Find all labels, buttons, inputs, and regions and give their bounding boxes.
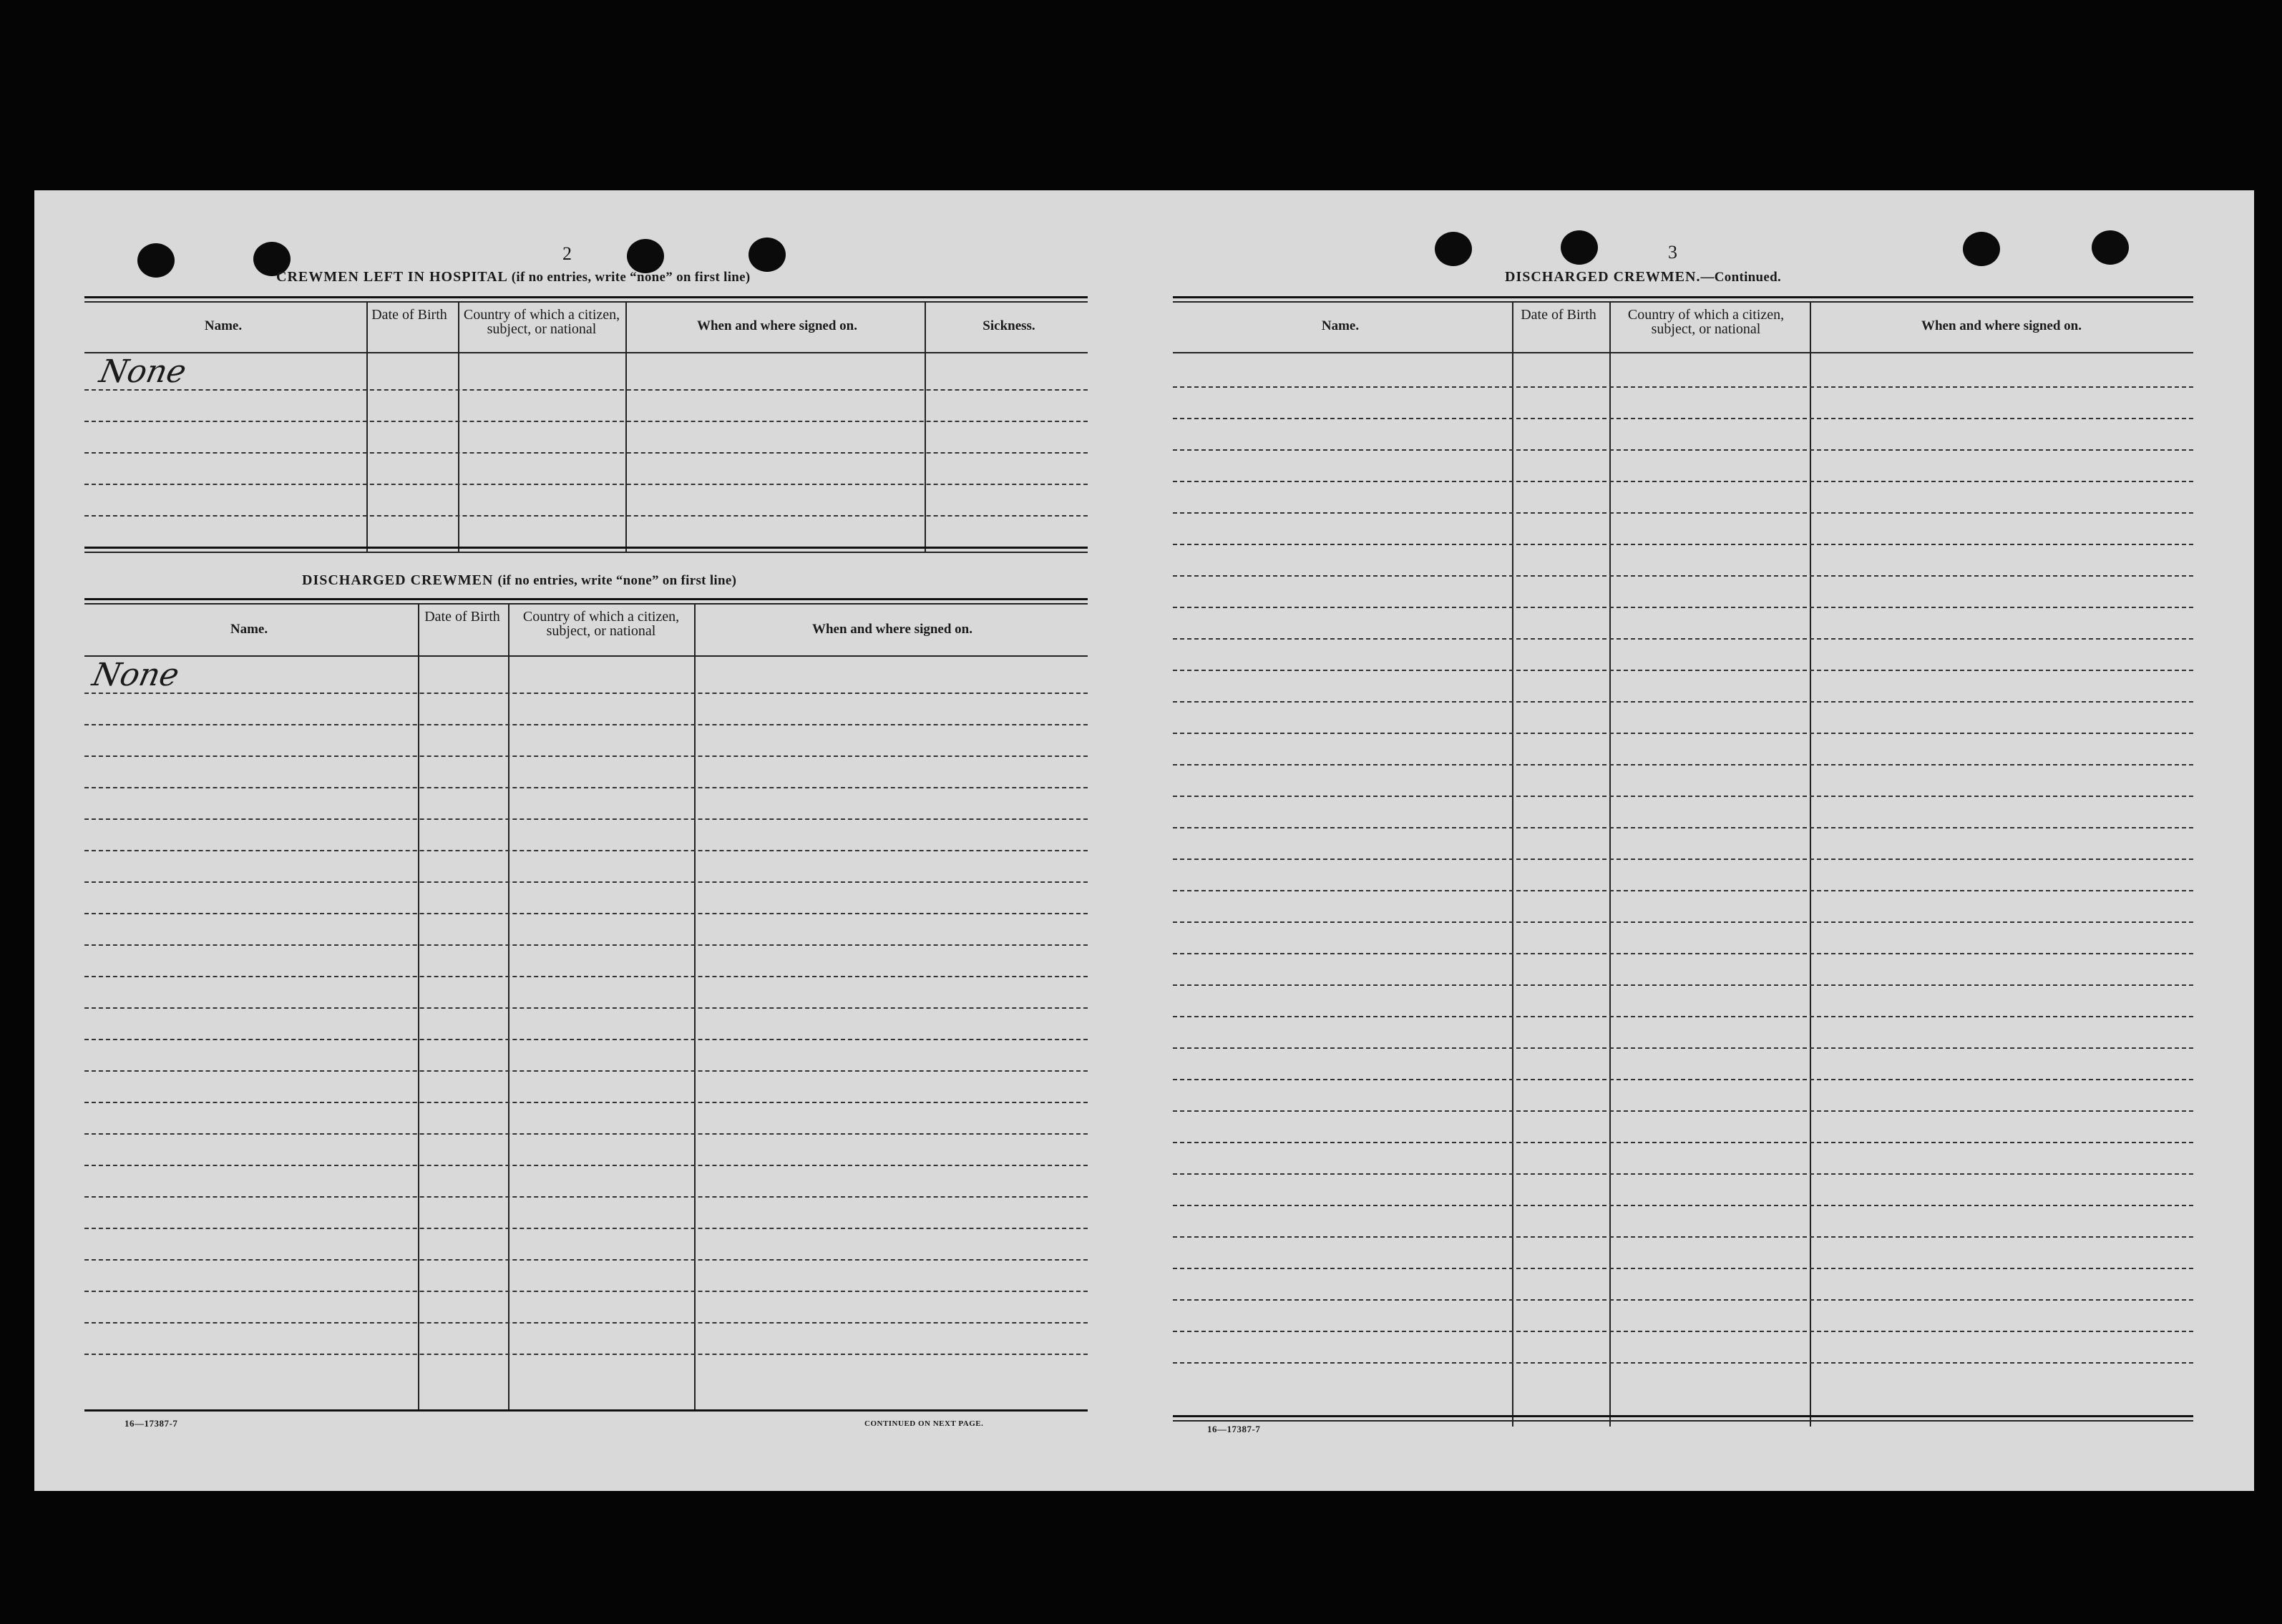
- entry-line: [84, 515, 1088, 517]
- entry-line: [84, 724, 1088, 725]
- entry-line: [84, 787, 1088, 788]
- col-header-signed-on: When and where signed on.: [811, 622, 972, 637]
- entry-line: [1173, 481, 2193, 482]
- entry-line: [84, 913, 1088, 914]
- discharged-title-note: (if no entries, write “none” on first line): [497, 573, 737, 588]
- entry-line: [1173, 1362, 2193, 1364]
- right-form-page: [1111, 190, 2254, 1491]
- table-rule: [84, 1409, 1088, 1412]
- table-rule: [1173, 1420, 2193, 1422]
- entry-line: [84, 693, 1088, 694]
- entry-line: [1173, 544, 2193, 545]
- entry-line: [84, 1259, 1088, 1261]
- table-rule: [84, 552, 1088, 553]
- entry-line: [1173, 1110, 2193, 1112]
- col-header-dob: Date of Birth: [1521, 307, 1596, 323]
- entry-line: [1173, 984, 2193, 986]
- punch-hole: [137, 243, 175, 278]
- col-header-signed-on: When and where signed on.: [1921, 318, 2082, 333]
- entry-line: [84, 755, 1088, 757]
- table-rule: [84, 296, 1088, 298]
- entry-line: [84, 1228, 1088, 1229]
- entry-line: [1173, 1205, 2193, 1206]
- entry-line: [84, 850, 1088, 851]
- column-divider: [1512, 302, 1513, 1427]
- punch-hole: [2092, 230, 2129, 265]
- entry-line: [1173, 1142, 2193, 1143]
- continued-note: CONTINUED ON NEXT PAGE.: [864, 1419, 984, 1428]
- handwritten-none: None: [96, 353, 190, 390]
- entry-line: [1173, 1047, 2193, 1049]
- entry-line: [1173, 1299, 2193, 1301]
- table-rule: [84, 598, 1088, 600]
- handwritten-none: None: [89, 657, 182, 693]
- entry-line: [1173, 1016, 2193, 1017]
- col-header-dob: Date of Birth: [424, 609, 500, 625]
- entry-line: [1173, 1268, 2193, 1269]
- left-form-page: [34, 190, 1111, 1491]
- entry-line: [1173, 670, 2193, 671]
- col-header-name: Name.: [230, 622, 268, 637]
- col-header-sickness: Sickness.: [982, 318, 1035, 333]
- entry-line: [84, 1196, 1088, 1198]
- entry-line: [84, 1165, 1088, 1166]
- entry-line: [84, 1007, 1088, 1009]
- entry-line: [1173, 1079, 2193, 1080]
- page-number: 2: [562, 243, 572, 264]
- discharged-title-text: DISCHARGED CREWMEN: [302, 572, 494, 588]
- table-rule: [84, 547, 1088, 549]
- entry-line: [1173, 796, 2193, 797]
- entry-line: [84, 1291, 1088, 1292]
- page-number: 3: [1668, 242, 1677, 263]
- col-header-name: Name.: [204, 318, 243, 333]
- entry-line: [1173, 1236, 2193, 1238]
- table-rule: [1173, 1415, 2193, 1417]
- entry-line: [1173, 701, 2193, 703]
- entry-line: [84, 944, 1088, 946]
- header-rule: [84, 655, 1088, 657]
- entry-line: [84, 1039, 1088, 1040]
- form-number: 16—17387-7: [125, 1418, 178, 1429]
- col-header-name: Name.: [1321, 318, 1360, 333]
- continued-suffix: —Continued.: [1700, 270, 1782, 285]
- entry-line: [1173, 1331, 2193, 1332]
- entry-line: [84, 1070, 1088, 1072]
- entry-line: [84, 1133, 1088, 1135]
- hospital-title-note: (if no entries, write “none” on first line): [511, 270, 751, 285]
- punch-hole: [1561, 230, 1598, 265]
- punch-hole: [1963, 232, 2000, 266]
- entry-line: [1173, 827, 2193, 828]
- table-rule: [84, 301, 1088, 303]
- entry-line: [84, 1354, 1088, 1355]
- entry-line: [84, 1102, 1088, 1103]
- entry-line: [1173, 733, 2193, 734]
- entry-line: [84, 976, 1088, 977]
- hospital-section-title: [276, 269, 751, 285]
- form-number: 16—17387-7: [1207, 1424, 1261, 1434]
- entry-line: [84, 452, 1088, 454]
- entry-line: [84, 818, 1088, 820]
- discharged-section-title: [302, 572, 736, 589]
- entry-line: [84, 389, 1088, 391]
- header-rule: [1173, 352, 2193, 353]
- entry-line: [1173, 1173, 2193, 1175]
- discharged-continued-title: [1505, 269, 1781, 285]
- entry-line: [1173, 386, 2193, 388]
- entry-line: [84, 881, 1088, 883]
- entry-line: [1173, 953, 2193, 954]
- entry-line: [1173, 890, 2193, 891]
- column-divider: [1609, 302, 1611, 1427]
- col-header-signed-on: When and where signed on.: [696, 318, 857, 333]
- entry-line: [1173, 607, 2193, 608]
- table-rule: [1173, 296, 2193, 298]
- table-rule: [1173, 301, 2193, 303]
- entry-line: [1173, 764, 2193, 765]
- punch-hole: [627, 239, 664, 273]
- entry-line: [1173, 921, 2193, 923]
- col-header-country: Country of which a citizen, subject, or national: [522, 609, 680, 639]
- entry-line: [84, 1322, 1088, 1324]
- punch-hole: [1435, 232, 1472, 266]
- discharged-title-text: DISCHARGED CREWMEN.: [1505, 269, 1701, 285]
- column-divider: [1810, 302, 1811, 1427]
- entry-line: [84, 484, 1088, 485]
- entry-line: [1173, 859, 2193, 860]
- col-header-dob: Date of Birth: [371, 307, 447, 323]
- entry-line: [1173, 512, 2193, 514]
- entry-line: [1173, 638, 2193, 640]
- table-rule: [84, 603, 1088, 605]
- entry-line: [1173, 575, 2193, 577]
- hospital-title-text: CREWMEN LEFT IN HOSPITAL: [276, 269, 507, 285]
- header-rule: [84, 352, 1088, 353]
- entry-line: [1173, 418, 2193, 419]
- col-header-country: Country of which a citizen, subject, or national: [1627, 307, 1785, 337]
- col-header-country: Country of which a citizen, subject, or national: [463, 307, 620, 337]
- entry-line: [84, 421, 1088, 422]
- entry-line: [1173, 449, 2193, 451]
- punch-hole: [749, 238, 786, 272]
